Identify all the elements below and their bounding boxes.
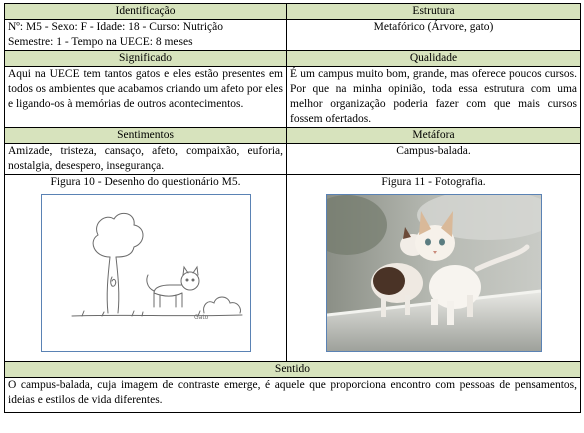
drawing-cat-label: Gato (193, 314, 208, 321)
identificacao-cell (5, 20, 287, 51)
figura-10-caption: Figura 10 - Desenho do questionário M5. (50, 176, 241, 188)
identificacao-line-2: Semestre: 1 - Tempo na UECE: 8 meses (8, 36, 193, 48)
metafora-header: Metáfora (287, 128, 581, 144)
kittens-photo (327, 195, 541, 351)
significado-text: Aqui na UECE tem tantos gatos e eles estão presentes em todos os ambientes que acabamos criando um afeto por eles e ligando-os à memórias de outros acontecimentos. (5, 67, 287, 128)
figura-11-cell (287, 175, 581, 362)
estrutura-value: Metafórico (Árvore, gato) (287, 20, 581, 51)
figura-11-caption: Figura 11 - Fotografia. (381, 176, 486, 188)
qualidade-header: Qualidade (287, 51, 581, 67)
sentimentos-header: Sentimentos (5, 128, 287, 144)
estrutura-header: Estrutura (287, 4, 581, 20)
figura-10-cell (5, 175, 287, 362)
identificacao-header: Identificação (5, 4, 287, 20)
figura-10-drawing (41, 194, 251, 352)
significado-header: Significado (5, 51, 287, 67)
sentimentos-text: Amizade, tristeza, cansaço, afeto, compaixão, euforia, nostalgia, desespero, insegurança. (5, 144, 287, 175)
figura-11-photo (326, 194, 542, 352)
tree-and-cat-sketch (42, 195, 250, 351)
identificacao-line-1: Nº: M5 - Sexo: F - Idade: 18 - Curso: Nutrição (8, 21, 224, 33)
metafora-value: Campus-balada. (287, 144, 581, 175)
questionnaire-table (4, 3, 581, 413)
qualidade-text: É um campus muito bom, grande, mas oferece poucos cursos. Por que na minha opinião, toda essa estrutura com uma melhor organização poderia fazer com que mais cursos fossem ofertados. (287, 67, 581, 128)
sentido-header: Sentido (5, 362, 581, 378)
sentido-text: O campus-balada, cuja imagem de contraste emerge, é aquele que proporciona encontro com pessoas de pensamentos, ideias e estilos de vida diferentes. (5, 378, 581, 413)
